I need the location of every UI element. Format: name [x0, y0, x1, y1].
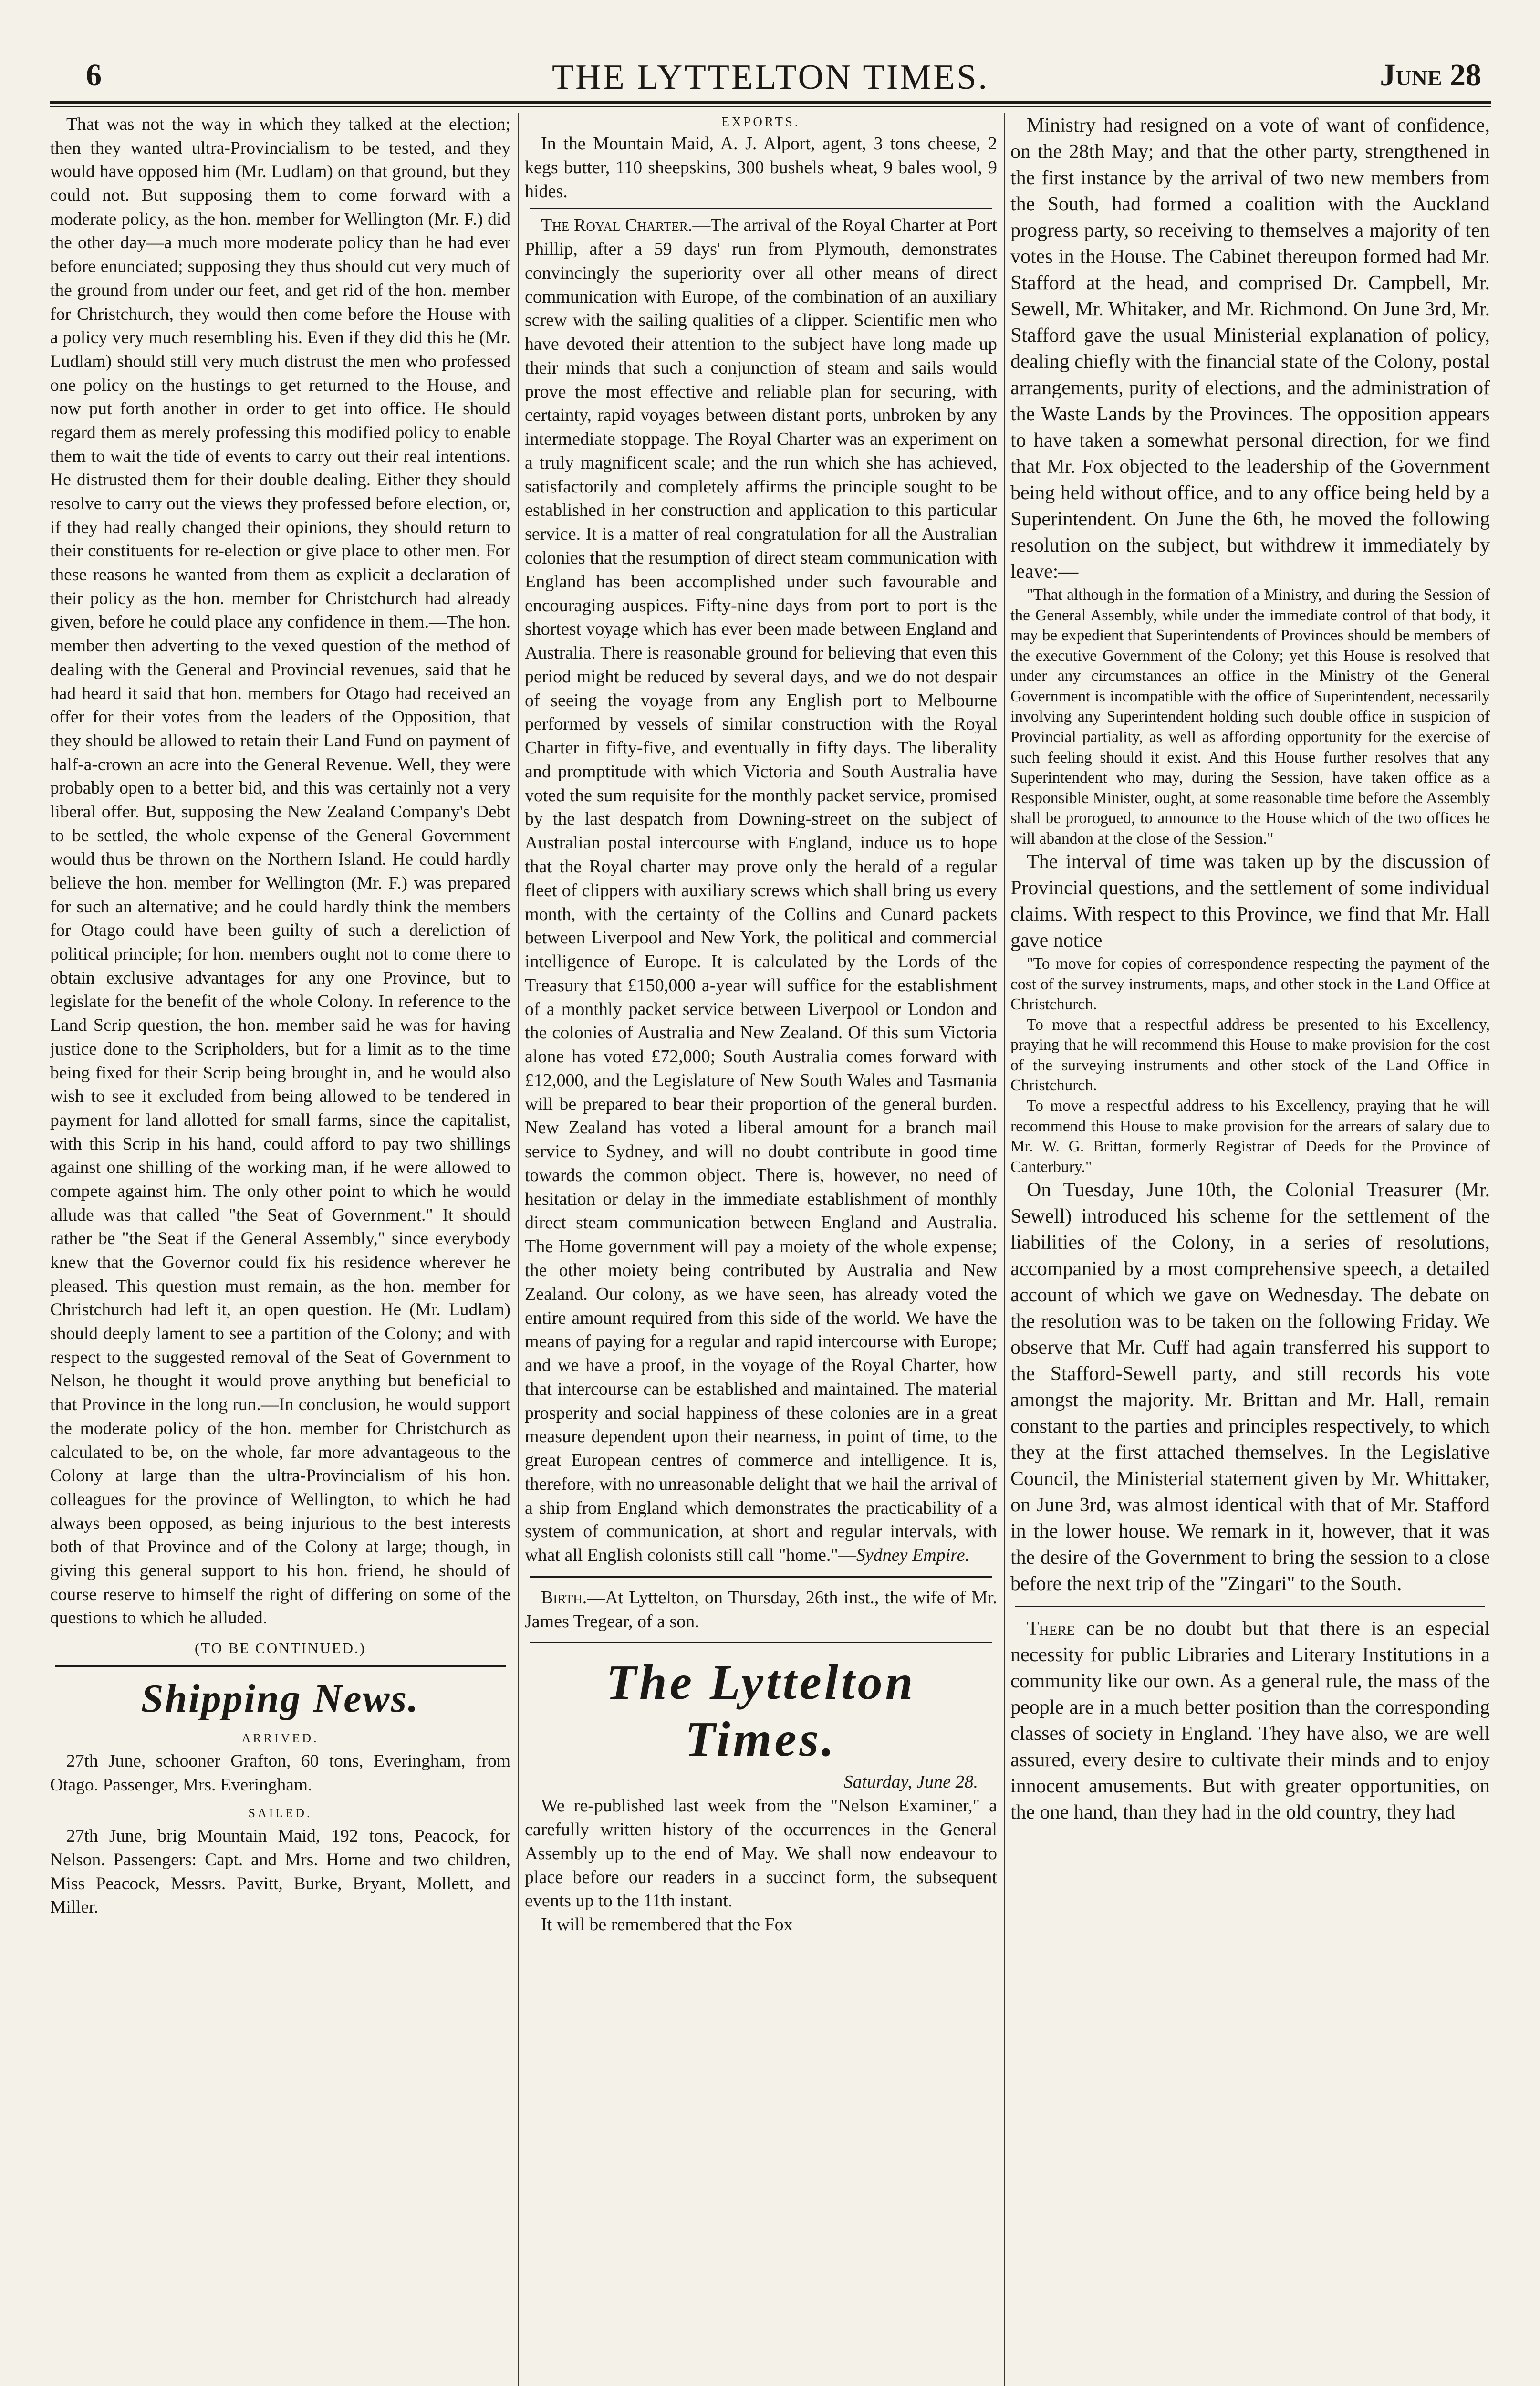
ludlam-speech-text: That was not the way in which they talked at the election; then they wanted ultra-Provincialism to be tested, and they would have opposed him (Mr. Ludlam) on that ground, but they could not. But supposing them to come forward with a moderate policy, as the hon. member for Wellington (Mr. F.) did the other day—a much more moderate policy than he had ever before enunciated; supposing they thus should cut very much of the ground from under our feet, and get rid of the hon. member for Christchurch, they would then come before the House with a policy very much resembling his. Even if they did this he (Mr. Ludlam) should still very much distrust the men who professed one policy on the hustings to get returned to the House, and now put forth another in order to get into office. He should regard them as merely professing this modified policy to enable them to wait the tide of events to carry out their real intentions. He distrusted them for their double dealing. Either they should resolve to carry out the views they professed before election, or, if they had really changed their opinions, they should return to their constituents for re-election or give place to other men. For these reasons he wanted from them as explicit a declaration of their policy as the hon. member for Christchurch had already given, before he could place any confidence in them.—The hon. member then adverting to the vexed question of the method of dealing with the General and Provincial revenues, said that he had heard it said that hon. members for Otago had received an offer for their votes from the leaders of the Opposition, that they should be allowed to retain their Land Fund on payment of half-a-crown an acre into the General Revenue. Well, they were probably open to a better bid, and this was certainly not a very liberal offer. But, supposing the New Zealand Company's Debt to be settled, the whole expense of the General Government would thus be thrown on the Northern Island. He could hardly believe the hon. member for Wellington (Mr. F.) was prepared for such an alternative; and he could hardly think the members for Otago could have been guilty of such a dereliction of political principle; for hon. members ought not to come there to obtain exclusive advantages for any one Province, but to legislate for the benefit of the whole Colony. In reference to the Land Scrip question, the hon. member said he was for having justice done to the Scripholders, but for a limit as to the time being fixed for their Scrip being brought in, and he would also wish to see it excluded from being allowed to be tendered in payment for land allotted for small farms, since the capitalist, with this Scrip in his hand, could afford to pay two shillings against one shilling of the working man, if he were allowed to compete against him. The only other point to which he would allude was that called "the Seat of Government." It should rather be "the Seat if the General Assembly," since everybody knew that the Governor could fix his residence wherever he pleased. This question must remain, as the hon. member for Christchurch had left it, an open question. He (Mr. Ludlam) should deeply lament to see a partition of the Colony; and with respect to the suggested removal of the Seat of Government to Nelson, he thought it would prove anything but beneficial to that Province in the long run.—In conclusion, he would support the moderate policy of the hon. member for Christchurch as calculated to be, on the whole, far more advantageous to the Colony at large than the ultra-Provincialism of his hon. colleagues for the province of Wellington, to which he had always been opposed, as being injurious to the best interests both of that Province and of the Colony at large; though, in giving this general support to his hon. friend, he should of course reserve to himself the right of differing on some of the questions to which he alluded. [50, 115, 510, 1628]
libraries-article [1010, 1616, 1490, 1826]
royal-charter-article [525, 214, 997, 1568]
editorial-masthead: The Lyttelton Times. [606, 1655, 916, 1767]
to-be-continued: (TO BE CONTINUED.) [194, 1640, 366, 1656]
editorial-paragraph: On Tuesday, June 10th, the Colonial Treasurer (Mr. Sewell) introduced his scheme for the settlement of the liabilities of the Colony, in a series of resolutions, accompanied by a most comprehensive speech, a detailed account of which we gave on Wednesday. The debate on the resolution was to be taken on the following Friday. We observe that Mr. Cuff had again transferred his support to the Stafford-Sewell party, and still records his vote amongst the majority. Mr. Brittan and Mr. Hall, remain constant to the parties and principles respectively, to which they at the first attached themselves. In the Legislative Council, the Ministerial statement given by Mr. Whittaker, on June 3rd, was almost identical with that of Mr. Stafford in the lower house. We remark in it, however, that it was the desire of the Government to bring the session to a close before the next trip of the "Zingari" to the South. [1010, 1179, 1490, 1595]
editorial-paragraph: It will be remembered that the Fox [541, 1915, 793, 1935]
masthead-rule-thin [50, 106, 1491, 107]
libraries-text: can be no doubt but that there is an especial necessity for public Libraries and Literary Institutions in a community like our own. As a general rule, the mass of the people are in a much better position than the corresponding classes of society in England. They have also, we are well assured, every desire to cultivate their minds and to enjoy innocent amusements. But with greater opportunities, on the one hand, than they had in the old country, they had [1010, 1618, 1490, 1824]
libraries-lead: There [1027, 1618, 1075, 1640]
birth-lead: Birth. [541, 1587, 587, 1608]
masthead-rule [50, 101, 1491, 104]
exports-text: In the Mountain Maid, A. J. Alport, agent, 3 tons cheese, 2 kegs butter, 110 sheepskins, 300 bushels wheat, 9 bales wool, 9 hides. [525, 134, 997, 201]
birth-notice [525, 1586, 997, 1634]
exports-heading: EXPORTS. [721, 115, 801, 129]
quote-text: "That although in the formation of a Ministry, and during the Session of the General Assembly, while under the immediate control of that body, it may be expedient that Superintendents of Provinces should be members of the executive Government of the Colony; yet this House is resolved that under any circumstances an office in the Ministry of the General Government is incompatible with the office of Superintendent, necessarily involving any Superintendent holding such double office in suspicion of Provincial partiality, as well as affording opportunity for the exercise of such feeling should it exist. And this House further resolves that any Superintendent who may, during the Session, have taken office as a Responsible Minister, ought, at some reasonable time before the Assembly shall be prorogued, to announce to the House which of the two offices he will abandon at the close of the Session." [1010, 586, 1490, 848]
notice-item: "To move for copies of correspondence respecting the payment of the cost of the survey instruments, maps, and other stock in the Land Office at Christchurch. [1010, 955, 1490, 1014]
column-3 [1010, 113, 1490, 2386]
sailed-heading: SAILED. [248, 1806, 312, 1821]
fox-resolution-quote [1010, 585, 1490, 849]
arrived-text: 27th June, schooner Grafton, 60 tons, Everingham, from Otago. Passenger, Mrs. Everingham. [50, 1751, 510, 1795]
column-2 [525, 113, 997, 2386]
sailed-text: 27th June, brig Mountain Maid, 192 tons, Peacock, for Nelson. Passengers: Capt. and Mrs. Horne and two children, Miss Peacock, Messrs. Pavitt, Burke, Bryant, Mollett, and Miller. [50, 1826, 510, 1917]
royal-charter-source: Sydney Empire. [856, 1545, 969, 1566]
section-rule [530, 1642, 992, 1643]
hall-notice-block [1010, 954, 1490, 1177]
newspaper-title: THE LYTTELTON TIMES. [551, 58, 989, 97]
notice-item: To move a respectful address to his Excellency, praying that he will recommend this House to make provision for the arrears of salary due to Mr. W. G. Brittan, formerly Registrar of Deeds for the Province of Canterbury." [1010, 1097, 1490, 1176]
masthead [50, 57, 1491, 95]
editorial-date: Saturday, June 28. [843, 1772, 978, 1792]
page-number: 6 [86, 58, 102, 93]
notice-item: To move that a respectful address be presented to his Excellency, praying that he will recommend this House to make provision for the cost of the surveying instruments and other stock of the Land Office in Christchurch. [1010, 1015, 1490, 1095]
editorial-continued: Ministry had resigned on a vote of want of confidence, on the 28th May; and that the other party, strengthened in the first instance by the arrival of two new members from the South, had formed a coalition with the Auckland progress party, so receiving to themselves a majority of ten votes in the House. The Cabinet thereupon formed had Mr. Stafford at the head, and comprised Dr. Campbell, Mr. Sewell, Mr. Whitaker, and Mr. Richmond. On June 3rd, Mr. Stafford gave the usual Ministerial explanation of policy, dealing chiefly with the financial state of the Colony, postal arrangements, purity of elections, and the administration of the Waste Lands by the Provinces. The opposition appears to have taken a somewhat personal direction, for we find that Mr. Fox objected to the leadership of the Government being held without office, and to any office being held by a Superintendent. On June the 6th, he moved the following resolution on the subject, but withdrew it immediately by leave:— [1010, 115, 1490, 583]
column-1 [50, 113, 510, 2386]
section-rule [530, 208, 992, 209]
royal-charter-lead: The Royal Charter. [541, 215, 693, 236]
editorial-paragraph: The interval of time was taken up by the discussion of Provincial questions, and the settlement of some individual claims. With respect to this Province, we find that Mr. Hall gave notice [1010, 851, 1490, 952]
issue-date: June 28 [1380, 58, 1481, 93]
arrived-heading: ARRIVED. [241, 1731, 319, 1745]
royal-charter-text: —The arrival of the Royal Charter at Port Phillip, after a 59 days' run from Plymouth, demonstrates convincingly the superiority over all other means of direct communication with Europe, of the combination of an auxiliary screw with the sailing qualities of a clipper. Scientific men who have devoted their attention to the subject have long made up their minds that such a conjunction of steam and sails would prove the most effective and reliable plan for securing, with certainty, rapid voyages between distant ports, unbroken by any intermediate stoppage. The Royal Charter was an experiment on a truly magnificent scale; and the run which she has achieved, satisfactorily and completely affirms the principle sought to be established in her construction and application to this particular service. It is a matter of real congratulation for all the Australian colonies that the resumption of direct steam communication with England has been accomplished under such favourable and encouraging auspices. Fifty-nine days from port to port is the shortest voyage which has ever been made between England and Australia. There is reasonable ground for believing that even this period might be reduced by several days, and we do not despair of seeing the voyage from any English port to Melbourne performed by vessels of similar construction with the Royal Charter in fifty-five, and eventually in fifty days. The liberality and promptitude with which Victoria and South Australia have voted the sum requisite for the monthly packet service, promised by the last despatch from Downing-street on the subject of Australian postal intercourse with England, induce us to hope that the Royal charter may prove only the herald of a regular fleet of clippers with auxiliary screws which shall bring us every month, with the certainty of the Collins and Cunard packets between Liverpool and New York, the political and commercial intelligence of Europe. It is calculated by the Lords of the Treasury that £150,000 a-year will suffice for the establishment of a monthly packet service between Liverpool or London and the colonies of Australia and New Zealand. Of this sum Victoria alone has voted £72,000; South Australia comes forward with £12,000, and the Legislature of New South Wales and Tasmania will be prepared to bear their proportion of the general burden. New Zealand has voted a liberal amount for a branch mail service to Sydney, and will no doubt contribute in good time towards the common object. There is, however, no need of hesitation or delay in the immediate establishment of monthly direct steam communication between England and Australia. The Home government will pay a moiety of the whole expense; the other moiety being contributed by Australia and New Zealand. Our colony, as we have seen, has already voted the entire amount required from this side of the world. We have the means of paying for a regular and rapid intercourse with Europe; and we have a proof, in the voyage of the Royal Charter, how that intercourse can be established and maintained. The material prosperity and social happiness of these colonies are in a great measure dependent upon their nearness, in point of time, to the great European centres of commerce and intelligence. It is, therefore, with no unreasonable delight that we hail the arrival of a ship from England which demonstrates the practicability of a system of communication, at short and regular intervals, with what all English colonists still call "home."— [525, 215, 997, 1566]
section-rule [530, 1576, 992, 1578]
column-divider [1004, 113, 1005, 2386]
birth-text: —At Lyttelton, on Thursday, 26th inst., the wife of Mr. James Tregear, of a son. [525, 1587, 997, 1632]
section-rule [55, 1665, 506, 1667]
shipping-news-heading: Shipping News. [141, 1676, 420, 1721]
editorial-paragraph: We re-published last week from the "Nelson Examiner," a carefully written history of the occurrences in the General Assembly up to the end of May. We shall now endeavour to place before our readers in a succinct form, the subsequent events up to the 11th instant. [525, 1796, 997, 1911]
column-divider [518, 113, 519, 2386]
section-rule [1015, 1606, 1485, 1607]
